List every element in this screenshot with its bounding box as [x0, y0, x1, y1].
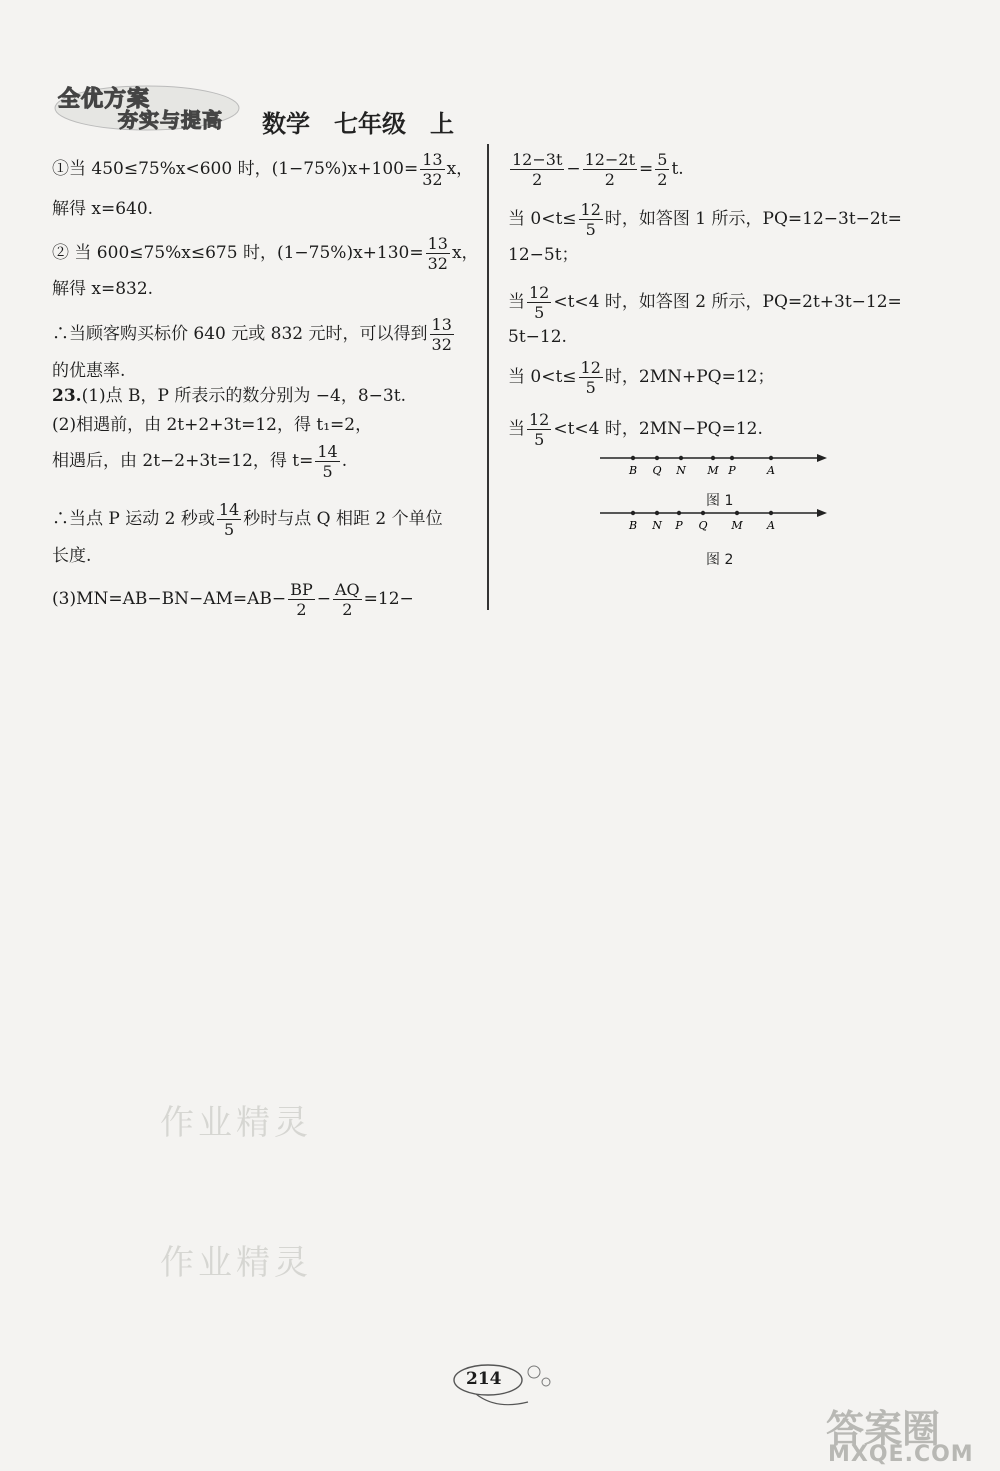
left-line-4: 解得 x=832.: [52, 279, 154, 299]
fig2-label-B: B: [628, 519, 638, 532]
fig2-label-A: A: [767, 519, 775, 532]
figure-2-caption: 图 2: [706, 552, 734, 568]
fig2-point-Q: [701, 511, 705, 515]
left-line-1: ①当 450≤75%x<600 时，(1−75%)x+100= $\frac{13}{32}$ x，: [52, 150, 474, 189]
question-23-part-1: 23.(1)点 B，P 所表示的数分别为 −4，8−3t.: [52, 386, 406, 406]
right-line-6: 当 0<t≤ $\frac{12}{5}$ 时，2MN+PQ=12；: [508, 358, 775, 397]
fig1-label-B: B: [628, 464, 638, 477]
fig1-label-Q: Q: [652, 464, 662, 477]
site-brand-watermark: 答案圈: [826, 1407, 941, 1451]
right-line-2: 当 0<t≤ $\frac{12}{5}$ 时，如答图 1 所示，PQ=12−3t−2t=: [508, 200, 902, 239]
fig1-label-M: M: [707, 464, 719, 477]
figure-1-caption: 图 1: [706, 493, 734, 509]
question-23-part-3: (3)MN=AB−BN−AM=AB− $\frac{BP}{2}$ − $\frac{AQ}{2}$ =12−: [52, 580, 414, 619]
fig2-label-P: P: [675, 519, 683, 532]
right-line-4: 当 $\frac{12}{5}$ <t<4 时，如答图 2 所示，PQ=2t+3t−12=: [508, 283, 902, 322]
logo-text-line1: 全优方案: [58, 87, 151, 112]
site-url-watermark: MXQE.COM: [828, 1442, 974, 1467]
left-line-3: ② 当 600≤75%x≤675 时，(1−75%)x+130= $\frac{13}{32}$ x，: [52, 234, 479, 273]
page-number: 214: [466, 1369, 502, 1389]
fig2-point-M: [735, 511, 739, 515]
fig1-label-A: A: [767, 464, 775, 477]
fig2-point-P: [677, 511, 681, 515]
watermark-text-1: 作业精灵: [160, 1103, 312, 1143]
fig2-label-Q: Q: [698, 519, 708, 532]
fig2-label-N: N: [652, 519, 662, 532]
fig2-point-B: [631, 511, 635, 515]
right-line-1: $\frac{12-3t}{2}$ − $\frac{12-2t}{2}$ = $\frac{5}{2}$ t.: [512, 150, 684, 189]
right-line-7: 当 $\frac{12}{5}$ <t<4 时，2MN−PQ=12.: [508, 410, 763, 449]
question-23-part-2b: 相遇后，由 2t−2+3t=12，得 t= $\frac{14}{5}$ .: [52, 442, 348, 481]
question-23-conclusion-end: 长度.: [52, 546, 92, 566]
fig2-point-N: [655, 511, 659, 515]
right-line-3: 12−5t；: [508, 245, 579, 265]
page-header-title: 数学 七年级 上: [262, 110, 454, 138]
left-line-5: ∴当顾客购买标价 640 元或 832 元时，可以得到 $\frac{13}{32}$: [52, 315, 452, 354]
logo-text-line2: 夯实与提高: [118, 108, 223, 132]
question-23-conclusion: ∴当点 P 运动 2 秒或 $\frac{14}{5}$ 秒时与点 Q 相距 2 个单位: [52, 500, 443, 539]
fig1-point-P: [730, 456, 734, 460]
left-line-2: 解得 x=640.: [52, 199, 154, 219]
fig1-point-A: [769, 456, 773, 460]
fig1-point-B: [631, 456, 635, 460]
fig1-label-P: P: [728, 464, 736, 477]
column-divider: [487, 144, 489, 610]
page-number-badge: [446, 1358, 556, 1410]
number-line-figure-2: [595, 503, 835, 543]
fig2-label-M: M: [731, 519, 743, 532]
right-line-5: 5t−12.: [508, 327, 567, 347]
watermark-text-2: 作业精灵: [160, 1243, 312, 1283]
question-23-part-2: (2)相遇前，由 2t+2+3t=12，得 t₁=2，: [52, 415, 373, 435]
fig1-point-Q: [655, 456, 659, 460]
number-line-figure-1: [595, 448, 835, 488]
fig1-point-M: [711, 456, 715, 460]
left-line-6: 的优惠率.: [52, 361, 126, 381]
fig1-label-N: N: [676, 464, 686, 477]
fig2-point-A: [769, 511, 773, 515]
fig1-point-N: [679, 456, 683, 460]
